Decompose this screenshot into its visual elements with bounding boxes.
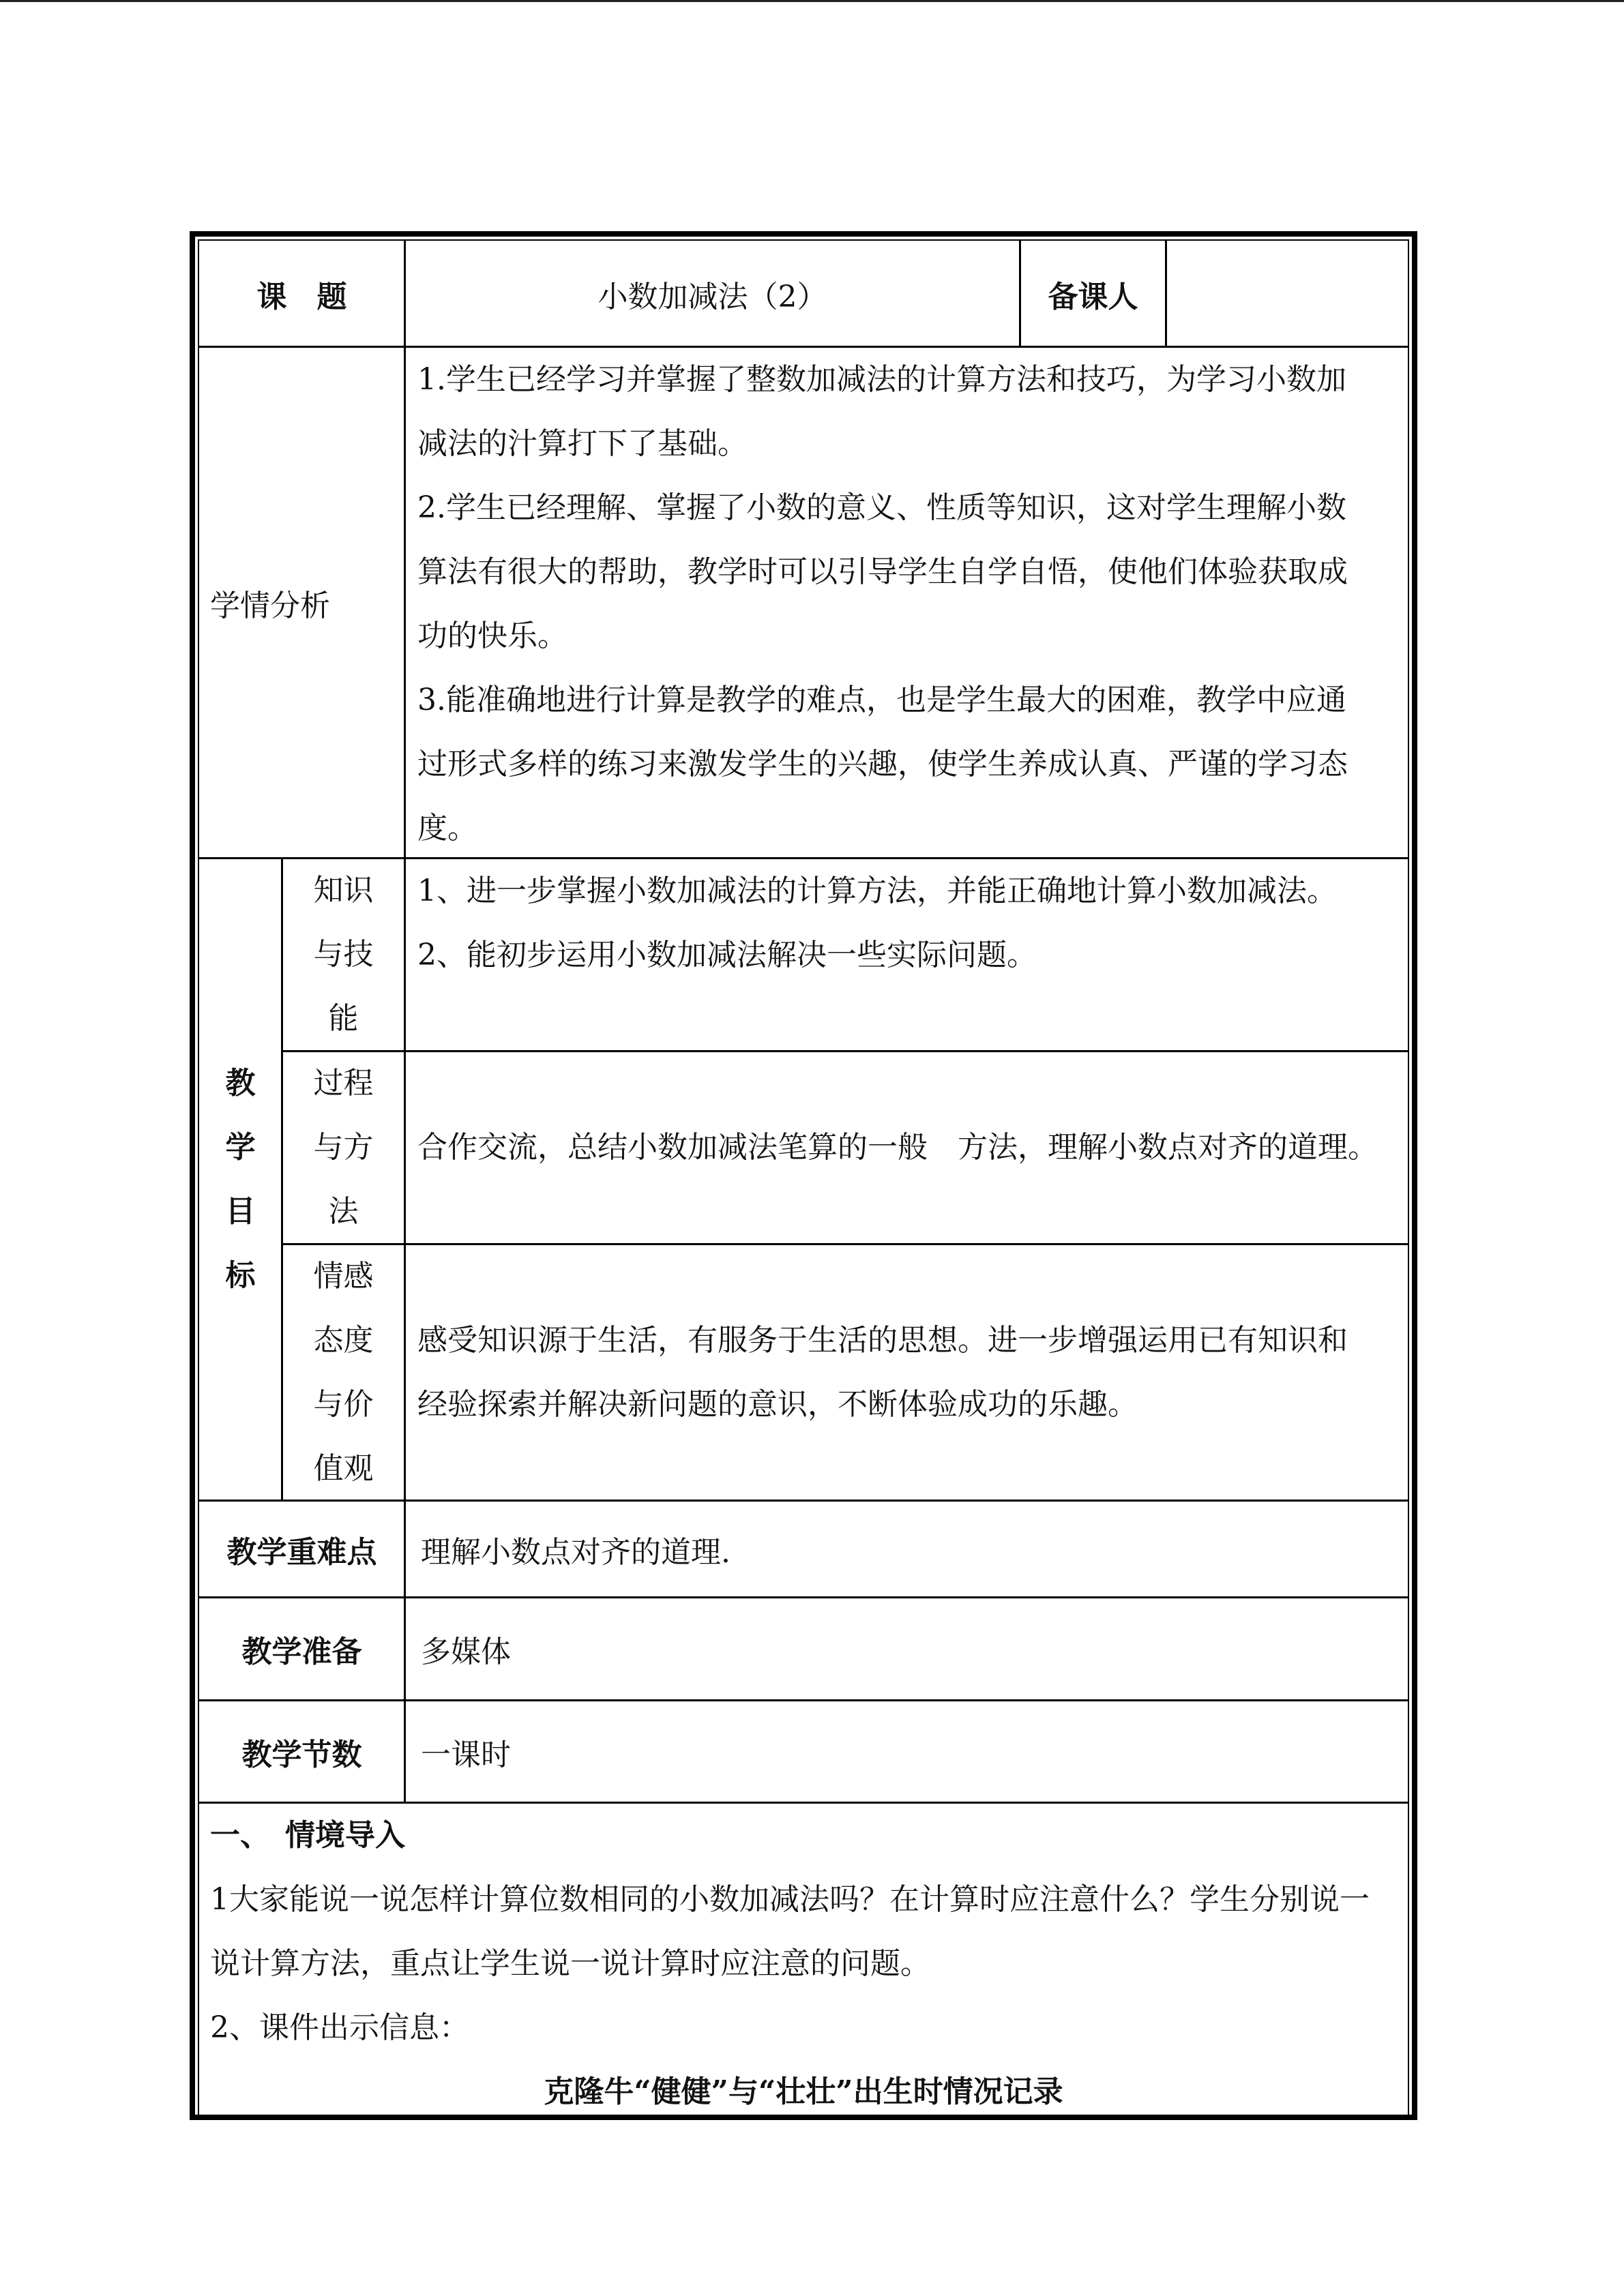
objectives-label [200,859,281,1500]
key-points-label: 教学重难点 [226,1534,377,1570]
label-line: 过程 [313,1066,374,1101]
preparation-label: 教学准备 [241,1635,362,1669]
objective-item: 2、能初步运用小数加减法解决一些实际问题。 [417,938,1037,972]
process-methods-content [417,1052,1400,1243]
label-line: 知识 [313,873,374,908]
objective-item: 感受知识源于生活，有服务于生活的思想。进一步增强运用已有知识和经验探索并解决新问题的意识，不断体验成功的乐趣。 [417,1322,1348,1422]
objectives-label-char: 目 [225,1193,256,1229]
topic-value: 小数加减法（2） [597,279,827,314]
process-item: 1大家能说一说怎样计算位数相同的小数加减法吗？在计算时应注意什么？学生分别说一说计算方法，重点让学生说一说计算时应注意的问题。 [210,1882,1370,1981]
analysis-paragraph: 2.学生已经理解、掌握了小数的意义、性质等知识，这对学生理解小数算法有很大的帮助，教学时可以引导学生自学自悟，使他们体验获取成功的快乐。 [417,490,1348,653]
topic-label: 课 题 [256,279,347,314]
objective-item: 1、进一步掌握小数加减法的计算方法，并能正确地计算小数加减法。 [417,874,1337,908]
attitude-values-label [283,1245,404,1500]
label-line: 态度 [313,1322,374,1358]
label-line: 值观 [313,1450,374,1486]
objectives-label-char: 标 [225,1257,256,1293]
analysis-label: 学情分析 [210,588,330,623]
section-heading: 一、 情境导入 [210,1818,405,1853]
analysis-content [417,348,1376,857]
page-top-border [0,0,1624,2]
analysis-paragraph: 1.学生已经学习并掌握了整数加减法的计算方法和技巧，为学习小数加减法的汁算打下了基础。 [417,362,1346,461]
preparation-value: 多媒体 [421,1635,511,1669]
attitude-values-content [417,1245,1376,1500]
objectives-label-char: 教 [225,1065,256,1101]
process-item: 2、课件出示信息： [210,2010,469,2045]
periods-label: 教学节数 [241,1737,362,1772]
label-line: 能 [328,1001,359,1036]
label-line: 与方 [313,1130,374,1165]
key-points-value: 理解小数点对齐的道理. [421,1534,730,1570]
analysis-paragraph: 3.能准确地进行计算是教学的难点，也是学生最大的困难，教学中应通过形式多样的练习来激发学生的兴趣，使学生养成认真、严谨的学习态度。 [417,683,1348,846]
label-line: 情感 [313,1258,374,1294]
label-line: 与价 [313,1386,374,1422]
label-line: 与技 [313,937,374,972]
column-divider [404,239,406,1804]
process-methods-label [283,1052,404,1243]
objective-item: 合作交流，总结小数加减法笔算的一般 方法，理解小数点对齐的道理。 [417,1130,1378,1165]
teaching-process-section [210,1804,1397,2117]
periods-value: 一课时 [421,1737,511,1772]
knowledge-skills-content [417,859,1376,1050]
knowledge-skills-label [283,859,404,1050]
record-table-caption: 克隆牛“健健”与“壮壮”出生时情况记录 [544,2074,1063,2109]
objectives-label-char: 学 [225,1129,256,1165]
preparer-value [1167,241,1408,346]
label-line: 法 [328,1194,359,1229]
preparer-label: 备课人 [1048,279,1138,314]
